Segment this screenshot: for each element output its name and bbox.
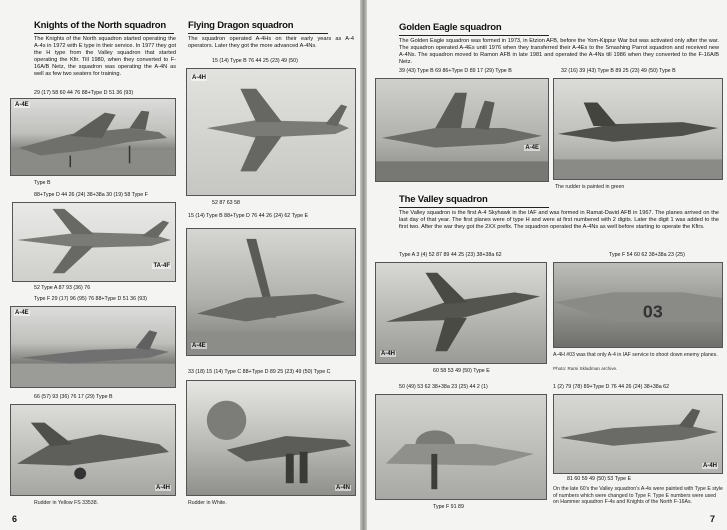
knights-photo4-tag: A-4H <box>155 485 170 491</box>
jet-a4e-icon <box>11 99 175 175</box>
svg-text:03: 03 <box>642 301 663 322</box>
jet-a4h-front-icon <box>376 395 546 499</box>
knights-photo1-callouts-bottom: Type B <box>34 180 51 186</box>
dragon-photo-1 <box>186 68 356 196</box>
jet-a4e-2-icon <box>11 307 175 387</box>
jet-a4h-icon <box>11 405 175 495</box>
jet-a4n-parked-icon <box>554 79 722 179</box>
dragon-photo2-callouts: 15 (14) Type B 88+Type D 76 44 26 (24) 62 Type E <box>188 213 309 219</box>
valley-body: The Valley squadron is the first A-4 Skyhawk in the IAF and was formed in Ramat-David AFB in 1967. The planes arrived on the last day of that year. The first planes were of type H and were at first numbered with 2 digits. Later the digit 1 was added to the first two. After the war they got the 2XX prefix. The squadron operated the A-4Ns as well before starting to operate the Kfirs. <box>399 210 719 230</box>
golden-photo-2 <box>553 78 723 180</box>
valley-photo1-callouts: Type A 3 (4) 52 87 89 44 25 (23) 38+38a 62 <box>399 252 502 258</box>
golden-body: The Golden Eagle squadron was formed in 1973, in Etzion AFB, before the Yom-Kippur War but was activated only after the war. The squadron operated A-4Es until 1976 when they transferred their A-4Es to the Smashing Parrot squadron and received new A-4Ns. The squadron moved to Ramon AFB in late 1981 and operated the A-4Ns till 1986 when they converted to the F-16A/B Netz. <box>399 38 719 65</box>
right-page <box>367 0 727 530</box>
knights-photo-1 <box>10 98 176 176</box>
valley-photo1-tag: A-4H <box>381 351 396 357</box>
golden-photo1-tag: A-4E <box>525 145 539 151</box>
knights-photo2-tag: TA-4F <box>153 263 170 269</box>
jet-a4e-crane-icon <box>187 229 355 355</box>
valley-photo3-callouts: 50 (49) 53 62 38+38a 23 (25) 44 2 (1) <box>399 384 488 390</box>
jet-a4h-03-icon <box>554 263 722 347</box>
valley-photo-3 <box>375 394 547 500</box>
golden-caption: The rudder is painted in green <box>555 184 625 190</box>
golden-photo2-callouts: 32 (16) 39 (43) Type B 89 25 (23) 49 (50) Type B <box>561 68 676 74</box>
knights-photo3-tag: A-4E <box>15 310 29 316</box>
dragon-photo1-tag: A-4H <box>192 75 207 81</box>
knights-photo2-callouts: 88+Type D 44 26 (24) 38+38a 30 (19) 58 Type F <box>34 192 148 198</box>
knights-body: The Knights of the North squadron started operating the A-4s in 1972 with E type in their service. In 1977 they got the H type from the Valley squadron that started operating the Kfir. Till 1980, when they converted to F-16A/B Netz, the squadron was operating the A-4N as well as few two seaters for training. <box>34 36 176 77</box>
golden-photo1-callouts: 39 (43) Type B 69 86+Type D 89 17 (29) Type B <box>399 68 512 74</box>
page-number-right: 7 <box>709 514 715 524</box>
book-gutter <box>360 0 367 530</box>
valley-photo1-callouts-bottom: 60 58 53 49 (50) Type E <box>433 368 490 374</box>
valley-caption-1: A-4H #03 was that only A-4 in IAF service to shoot down enemy planes. <box>553 352 718 358</box>
valley-photo-1 <box>375 262 547 364</box>
jet-a4h-top-icon <box>187 69 355 195</box>
valley-title: The Valley squadron <box>399 194 549 208</box>
knights-photo1-tag: A-4E <box>15 102 29 108</box>
dragon-photo-2 <box>186 228 356 356</box>
knights-photo1-callouts: 29 (17) 58 60 44 76 88+Type D 51 36 (93) <box>34 90 134 96</box>
dragon-photo1-callouts-bottom: 52 87 63 58 <box>212 200 240 206</box>
dragon-photo2-tag: A-4E <box>192 343 206 349</box>
page-number-left: 6 <box>12 514 18 524</box>
valley-caption-2: On the late 60's the Valley squadron's A-4s were painted with Type E style of numbers which were changed to Type F. Type E numbers were used on Hammer squadron F-4s and Knights of the North F-16As. <box>553 486 723 505</box>
valley-photo3-callouts-bottom: Type F 91 89 <box>433 504 464 510</box>
dragon-photo3-callouts: 33 (18) 15 (14) Type C 88+Type D 89 25 (23) 49 (50) Type C <box>188 369 331 375</box>
left-page <box>0 0 360 530</box>
dragon-title: Flying Dragon squadron <box>188 20 328 34</box>
dragon-caption: Rudder in White. <box>188 500 227 506</box>
knights-photo3-callouts: Type F 29 (17) 96 (95) 76 88+Type D 51 36 (93) <box>34 296 147 302</box>
jet-ta4f-icon <box>13 203 175 281</box>
knights-caption: Rudder in Yellow FS 33538. <box>34 500 99 506</box>
valley-photo-4 <box>553 394 723 474</box>
knights-photo-3 <box>10 306 176 388</box>
knights-photo-4 <box>10 404 176 496</box>
jet-a4h-side-icon <box>554 395 722 473</box>
knights-photo-2 <box>12 202 176 282</box>
jet-a4n-icon <box>187 381 355 495</box>
dragon-body: The squadron operated A-4Hs on their early years as A-4 operators. Later they got the more advanced A-4Ns. <box>188 36 354 49</box>
jet-a4e-parked-icon <box>376 79 548 181</box>
valley-photo4-callouts-bottom: 81 60 59 49 (50) 53 Type E <box>567 476 632 482</box>
dragon-photo3-tag: A-4N <box>335 485 350 491</box>
valley-credit-1: Photo: Rami Skladman archive. <box>553 366 618 371</box>
valley-photo-2 <box>553 262 723 348</box>
knights-title: Knights of the North squadron <box>34 20 174 34</box>
golden-title: Golden Eagle squadron <box>399 22 549 36</box>
valley-photo4-callouts: 1 (2) 79 (78) 89+Type D 76 44 26 (24) 38+38a 62 <box>553 384 670 390</box>
knights-photo2-callouts-bottom: 52 Type A 87 93 (36) 76 <box>34 285 91 291</box>
dragon-photo-3 <box>186 380 356 496</box>
knights-photo4-callouts: 66 (57) 93 (36) 76 17 (29) Type B <box>34 394 113 400</box>
valley-photo2-callouts: Type F 54 60 62 38+38a 23 (25) <box>609 252 685 258</box>
golden-photo-1 <box>375 78 549 182</box>
jet-a4h-flying-icon <box>376 263 546 363</box>
valley-photo4-tag: A-4H <box>702 463 717 469</box>
dragon-photo1-callouts: 15 (14) Type B 76 44 25 (23) 49 (50) <box>212 58 298 64</box>
